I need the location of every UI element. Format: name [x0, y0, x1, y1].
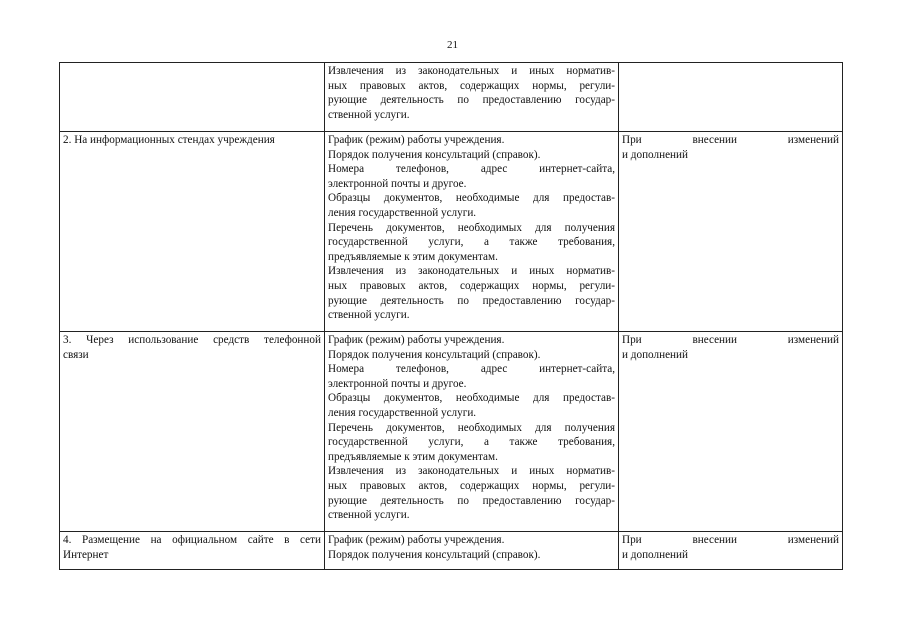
- content-line: рующие деятельность по предоставлению государ-: [328, 94, 615, 107]
- frequency-line: При внесении изменений: [622, 134, 839, 146]
- content-line: Перечень документов, необходимых для получения: [328, 421, 615, 434]
- content-line: Порядок получения консультаций (справок).: [328, 348, 541, 361]
- content-line: Извлечения из законодательных и иных норматив-: [328, 465, 615, 478]
- information-table: [59, 62, 843, 570]
- frequency-cell: [619, 532, 843, 570]
- content-line: Образцы документов, необходимые для предостав-: [328, 192, 615, 205]
- frequency-cell: [619, 132, 843, 332]
- method-cell: [60, 132, 325, 332]
- frequency-cell: [619, 63, 843, 132]
- frequency-line: и дополнений: [622, 348, 688, 361]
- method-cell: [60, 332, 325, 532]
- content-line: Порядок получения консультаций (справок).: [328, 148, 541, 161]
- content-line: ных правовых актов, содержащих нормы, регули-: [328, 479, 615, 492]
- content-line: Порядок получения консультаций (справок).: [328, 548, 541, 561]
- method-line: 3. Через использование средств телефонной: [63, 334, 321, 346]
- frequency-line: При внесении изменений: [622, 534, 839, 546]
- method-line: 4. Размещение на официальном сайте в сети: [63, 534, 321, 546]
- content-line: Образцы документов, необходимые для предостав-: [328, 392, 615, 405]
- table-row: [60, 532, 843, 570]
- method-cell: [60, 63, 325, 132]
- content-line: предъявляемые к этим документам.: [328, 450, 498, 463]
- content-line: ления государственной услуги.: [328, 206, 477, 219]
- frequency-cell: [619, 332, 843, 532]
- content-line: предъявляемые к этим документам.: [328, 250, 498, 263]
- content-line: государственной услуги, а также требования,: [328, 236, 615, 249]
- content-line: электронной почты и другое.: [328, 177, 467, 190]
- frequency-line: и дополнений: [622, 148, 688, 161]
- content-line: График (режим) работы учреждения.: [328, 534, 505, 546]
- content-line: ных правовых актов, содержащих нормы, регули-: [328, 79, 615, 92]
- content-line: электронной почты и другое.: [328, 377, 467, 390]
- content-line: рующие деятельность по предоставлению государ-: [328, 294, 615, 307]
- method-line: 2. На информационных стендах учреждения: [63, 134, 275, 146]
- content-line: Извлечения из законодательных и иных норматив-: [328, 65, 615, 77]
- method-line: Интернет: [63, 548, 109, 561]
- content-line: ственной услуги.: [328, 108, 410, 121]
- content-line: Извлечения из законодательных и иных норматив-: [328, 265, 615, 278]
- content-cell: [325, 332, 619, 532]
- content-line: Номера телефонов, адрес интернет-сайта,: [328, 163, 615, 176]
- content-line: ственной услуги.: [328, 509, 410, 522]
- content-cell: [325, 132, 619, 332]
- frequency-line: При внесении изменений: [622, 334, 839, 346]
- method-cell: [60, 532, 325, 570]
- content-line: ственной услуги.: [328, 309, 410, 322]
- table-row: [60, 332, 843, 532]
- content-line: График (режим) работы учреждения.: [328, 134, 505, 146]
- content-line: Перечень документов, необходимых для получения: [328, 221, 615, 234]
- table-row: [60, 132, 843, 332]
- method-line: связи: [63, 348, 89, 361]
- content-cell: [325, 532, 619, 570]
- content-line: ных правовых актов, содержащих нормы, регули-: [328, 279, 615, 292]
- table-row: [60, 63, 843, 132]
- content-line: ления государственной услуги.: [328, 406, 477, 419]
- content-line: График (режим) работы учреждения.: [328, 334, 505, 346]
- page-number: 21: [447, 39, 458, 51]
- content-line: Номера телефонов, адрес интернет-сайта,: [328, 363, 615, 376]
- content-cell: [325, 63, 619, 132]
- content-line: государственной услуги, а также требования,: [328, 436, 615, 449]
- content-line: рующие деятельность по предоставлению государ-: [328, 494, 615, 507]
- frequency-line: и дополнений: [622, 548, 688, 561]
